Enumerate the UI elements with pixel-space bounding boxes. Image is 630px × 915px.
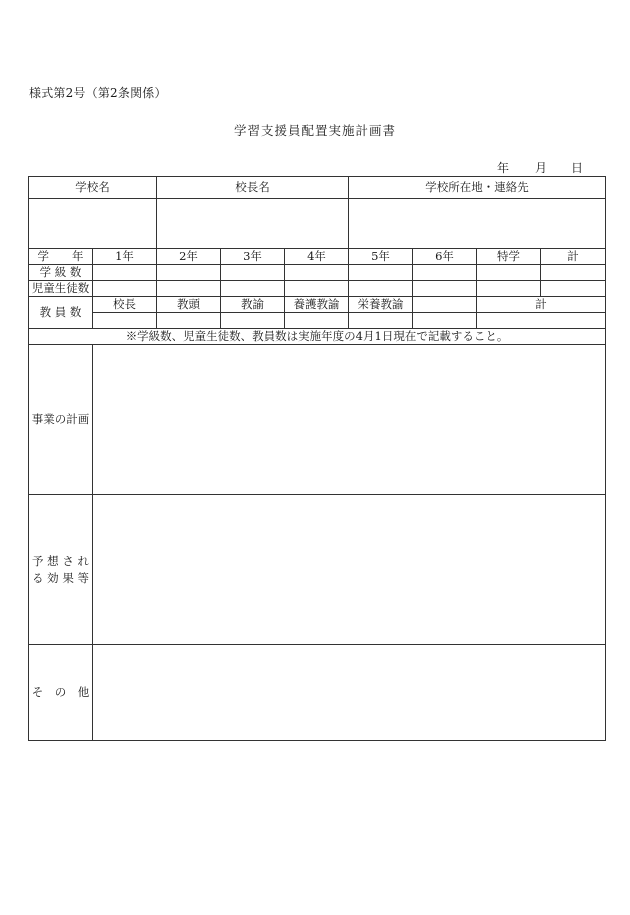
staff-count-cell[interactable] <box>285 313 349 329</box>
student-count-cell[interactable] <box>285 281 349 297</box>
plan-field[interactable] <box>93 345 606 495</box>
grade-4: 4年 <box>285 249 349 265</box>
school-name-header: 学校名 <box>29 177 157 199</box>
class-count-label: 学 級 数 <box>29 265 93 281</box>
class-count-cell[interactable] <box>93 265 157 281</box>
student-count-cell[interactable] <box>541 281 606 297</box>
class-count-cell[interactable] <box>477 265 541 281</box>
staff-principal-header: 校長 <box>93 297 157 313</box>
staff-nutrition-teacher-header: 栄養教諭 <box>349 297 413 313</box>
class-count-cell[interactable] <box>285 265 349 281</box>
student-count-cell[interactable] <box>413 281 477 297</box>
grade-row <box>29 249 606 265</box>
form-number: 様式第2号（第2条関係） <box>29 86 167 100</box>
school-name-field[interactable] <box>29 199 157 249</box>
principal-name-field[interactable] <box>157 199 349 249</box>
staff-teacher-header: 教諭 <box>221 297 285 313</box>
other-field[interactable] <box>93 645 606 741</box>
note-row <box>29 329 606 345</box>
grade-3: 3年 <box>221 249 285 265</box>
school-address-header: 学校所在地・連絡先 <box>349 177 606 199</box>
staff-count-cell[interactable] <box>413 313 477 329</box>
effects-field[interactable] <box>93 495 606 645</box>
grade-5: 5年 <box>349 249 413 265</box>
student-count-cell[interactable] <box>349 281 413 297</box>
plan-row <box>29 345 606 495</box>
staff-header-row <box>29 297 606 313</box>
effects-row <box>29 495 606 645</box>
student-count-row <box>29 281 606 297</box>
effects-label-line1: 予 想 さ れ <box>32 553 89 568</box>
plan-label: 事業の計画 <box>29 345 93 495</box>
document-title: 学習支援員配置実施計画書 <box>233 123 396 138</box>
staff-total-cell[interactable] <box>477 313 606 329</box>
other-label: そ の 他 <box>29 645 93 741</box>
class-count-cell[interactable] <box>541 265 606 281</box>
staff-blank-header <box>413 297 477 313</box>
grade-2: 2年 <box>157 249 221 265</box>
date-month-label: 月 <box>535 161 548 175</box>
class-count-row <box>29 265 606 281</box>
staff-count-cell[interactable] <box>157 313 221 329</box>
header-row <box>29 177 606 199</box>
class-count-cell[interactable] <box>349 265 413 281</box>
plan-form-table <box>28 176 606 741</box>
staff-value-row <box>29 313 606 329</box>
staff-count-label: 教 員 数 <box>29 297 93 329</box>
student-count-cell[interactable] <box>221 281 285 297</box>
staff-count-cell[interactable] <box>93 313 157 329</box>
effects-label-line2: る 効 果 等 <box>32 570 89 585</box>
other-row <box>29 645 606 741</box>
header-input-row <box>29 199 606 249</box>
date-day-label: 日 <box>571 161 584 175</box>
note-text: ※学級数、児童生徒数、教員数は実施年度の4月1日現在で記載すること。 <box>29 329 606 345</box>
student-count-cell[interactable] <box>93 281 157 297</box>
date-year-label: 年 <box>497 161 510 175</box>
class-count-cell[interactable] <box>221 265 285 281</box>
student-count-cell[interactable] <box>157 281 221 297</box>
principal-name-header: 校長名 <box>157 177 349 199</box>
grade-special: 特学 <box>477 249 541 265</box>
class-count-cell[interactable] <box>413 265 477 281</box>
staff-count-cell[interactable] <box>221 313 285 329</box>
class-count-cell[interactable] <box>157 265 221 281</box>
staff-nurse-teacher-header: 養護教諭 <box>285 297 349 313</box>
staff-count-cell[interactable] <box>349 313 413 329</box>
student-count-cell[interactable] <box>477 281 541 297</box>
grade-row-label: 学 年 <box>29 249 93 265</box>
staff-total-header: 計 <box>477 297 606 313</box>
grade-total: 計 <box>541 249 606 265</box>
staff-vice-principal-header: 教頭 <box>157 297 221 313</box>
grade-6: 6年 <box>413 249 477 265</box>
grade-1: 1年 <box>93 249 157 265</box>
student-count-label: 児童生徒数 <box>29 281 93 297</box>
school-address-field[interactable] <box>349 199 606 249</box>
effects-label <box>29 495 93 645</box>
